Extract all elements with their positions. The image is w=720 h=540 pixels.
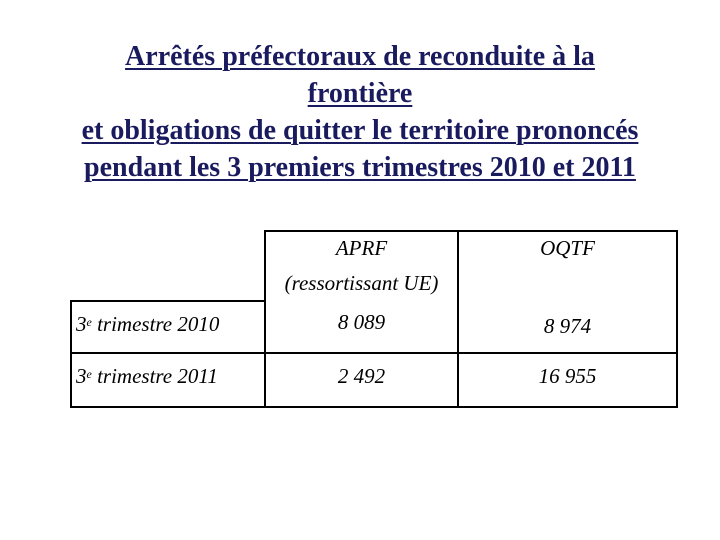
row-label-2010: 3e trimestre 2010 bbox=[76, 312, 220, 336]
row-label-2011: 3e trimestre 2011 bbox=[76, 364, 218, 388]
title-line-2: frontière bbox=[307, 78, 413, 109]
cell-oqtf-2010: 8 974 bbox=[543, 314, 592, 338]
header-aprf: APRF (ressortissant UE) bbox=[284, 236, 439, 295]
table-border-header bbox=[70, 300, 264, 302]
title-line-3: et obligations de quitter le territoire prononcés bbox=[81, 115, 639, 146]
cell-aprf-2010: 8 089 bbox=[337, 310, 386, 334]
cell-oqtf-2011: 16 955 bbox=[538, 364, 597, 388]
cell-aprf-2011: 2 492 bbox=[337, 364, 386, 388]
table-border-left bbox=[70, 300, 72, 408]
title-line-1: Arrêtés préfectoraux de reconduite à la bbox=[125, 41, 595, 72]
table-border-bottom bbox=[70, 406, 678, 408]
table-border-top bbox=[264, 230, 678, 232]
table-border-right bbox=[676, 230, 678, 408]
table-border-middle bbox=[70, 352, 678, 354]
header-oqtf: OQTF bbox=[540, 236, 595, 260]
title-line-4: pendant les 3 premiers trimestres 2010 et 2011 bbox=[84, 152, 636, 183]
